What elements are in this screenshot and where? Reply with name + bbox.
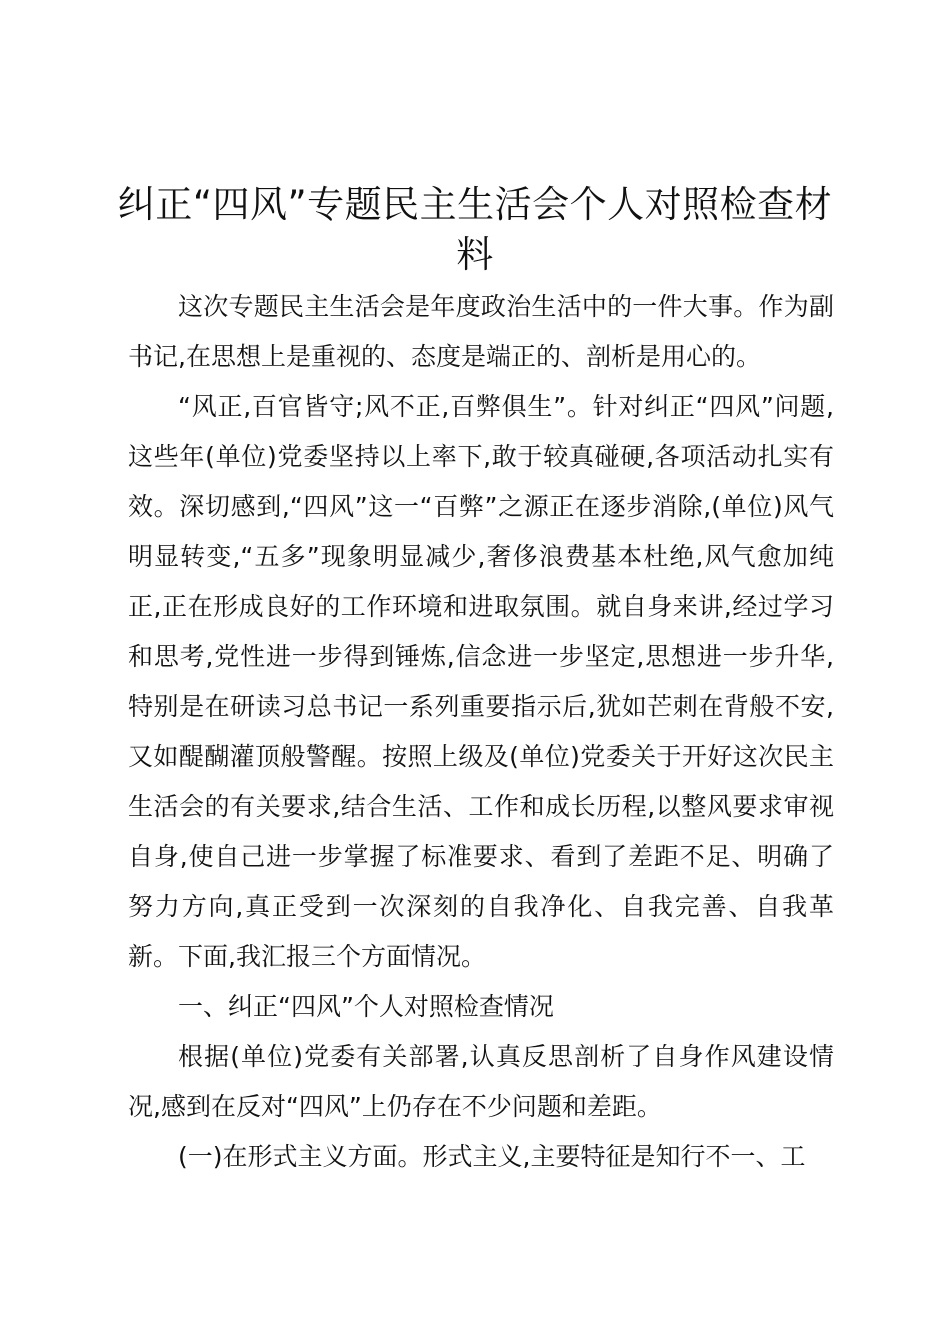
paragraph-overview: “风正,百官皆守;风不正,百弊俱生”。针对纠正“四风”问题,这些年(单位)党委坚持以上率下,敢于较真碰硬,各项活动扎实有效。深切感到,“四风”这一“百弊”之源正在逐步消除,(单位)风气明显转变,“五多”现象明显减少,奢侈浪费基本杜绝,风气愈加纯正,正在形成良好的工作环境和进取氛围。就自身来讲,经过学习和思考,党性进一步得到锤炼,信念进一步坚定,思想进一步升华,特别是在研读习总书记一系列重要指示后,犹如芒刺在背般不安,又如醍醐灌顶般警醒。按照上级及(单位)党委关于开好这次民主生活会的有关要求,结合生活、工作和成长历程,以整风要求审视自身,使自己进一步掌握了标准要求、看到了差距不足、明确了努力方向,真正受到一次深刻的自我净化、自我完善、自我革新。下面,我汇报三个方面情况。 (128, 392, 834, 971)
document-title: 纠正“四风”专题民主生活会个人对照检查材料 (117, 183, 833, 276)
paragraph-formalism: (一)在形式主义方面。形式主义,主要特征是知行不一、工 (178, 1142, 806, 1171)
document-body (128, 282, 834, 1182)
paragraph-intro: 这次专题民主生活会是年度政治生活中的一件大事。作为副书记,在思想上是重视的、态度是端正的、剖析是用心的。 (128, 292, 834, 371)
section-heading-1: 一、纠正“四风”个人对照检查情况 (178, 992, 554, 1021)
paragraph-section-1-intro: 根据(单位)党委有关部署,认真反思剖析了自身作风建设情况,感到在反对“四风”上仍存在不少问题和差距。 (128, 1042, 834, 1121)
